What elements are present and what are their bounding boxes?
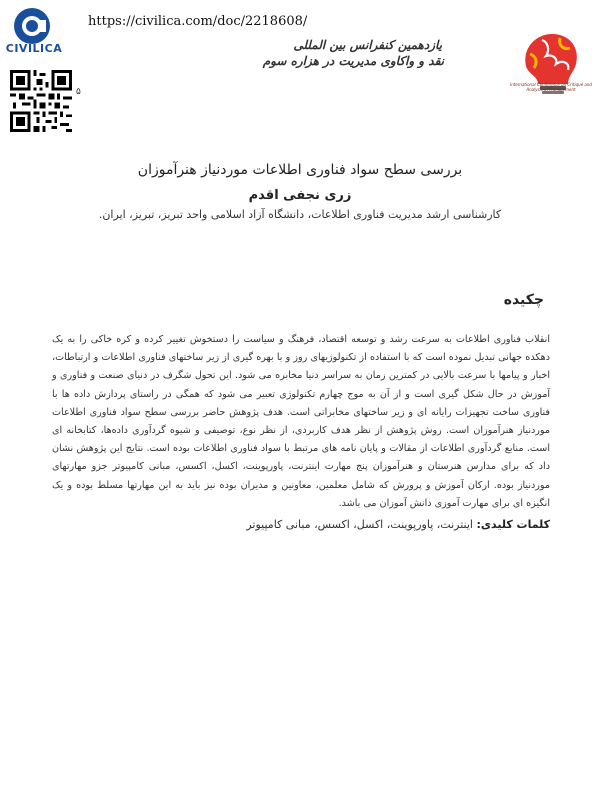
- document-url[interactable]: https://civilica.com/doc/2218608/: [88, 14, 308, 29]
- abstract-heading: چکیده: [503, 292, 544, 308]
- keywords: [246, 518, 550, 531]
- keywords-list: اینترنت، پاورپوینت، اکسل، اکسس، مبانی کامپیوتر: [246, 518, 473, 531]
- page-number: ۵: [76, 87, 81, 97]
- keywords-label: کلمات کلیدی:: [476, 518, 550, 531]
- conference-logo-icon: [508, 20, 594, 108]
- author-name: زری نجفی اقدم: [248, 188, 352, 203]
- conference-logo-caption: International Conference on Critique and Analysis of Management: [510, 82, 592, 92]
- civilica-brand: CIVILICA: [5, 42, 63, 55]
- qr-code-icon: [9, 70, 73, 132]
- conference-title-line2: نقد و واکاوی مدیریت در هزاره سوم: [262, 54, 444, 68]
- abstract-text: انقلاب فناوری اطلاعات به سرعت رشد و توسعه اقتصاد، فرهنگ و سیاست را دستخوش تغییر کرده و کره خاکی را به یک دهکده جهانی تبدیل نموده است که با استفاده از تکنولوژیهای روز و با بهره گیری از زیر ساختهای فناوری اطلاعات و ارتباطات، اخبار و پیامها با سرعت بالایی در کمترین زمان به سراسر دنیا مخابره می شود. این تحول شگرف در دنیای صنعت و فناوری و آموزش در حال شکل گیری است و از آن به موج چهارم تکنولوژی تعبیر می شود که همگی در راستای پردازش داده ها با فناوری ساخت تجهیزات رایانه ای و زیر ساختهای مخابراتی است. هدف پژوهش حاضر بررسی سطح سواد فناوری اطلاعات موردنیاز هنرآموزان است. روش پژوهش از نظر هدف کاربردی، از نظر نوع، توصیفی و شیوه گردآوری داده‌ها، کتابخانه ای است. منابع گردآوری اطلاعات از مقالات و پایان نامه های مرتبط با سواد فناوری اطلاعات بوده است. نتایج این پژوهش نشان داد که برای مدارس هنرستان و هنرآموزان پنج مهارت اینترنت، پاورپوینت، اکسل، اکسس، مبانی کامپیوتر جزو مهارتهای موردنیاز بوده. ارکان آموزش و پرورش که شامل معلمین، معاونین و مدیران بوده نیز باید به این مهارتها مسلط بوده و یک انگیزه ای برای مهارت آموزی دانش آموزان می باشد.: [52, 334, 550, 509]
- author-affiliation: کارشناسی ارشد مدیریت فناوری اطلاعات، دانشگاه آزاد اسلامی واحد تبریز، تبریز، ایران.: [98, 208, 502, 221]
- conference-title-line1: یازدهمین کنفرانس بین المللی: [293, 38, 442, 52]
- paper-title: بررسی سطح سواد فناوری اطلاعات موردنیاز هنرآموزان: [137, 162, 463, 178]
